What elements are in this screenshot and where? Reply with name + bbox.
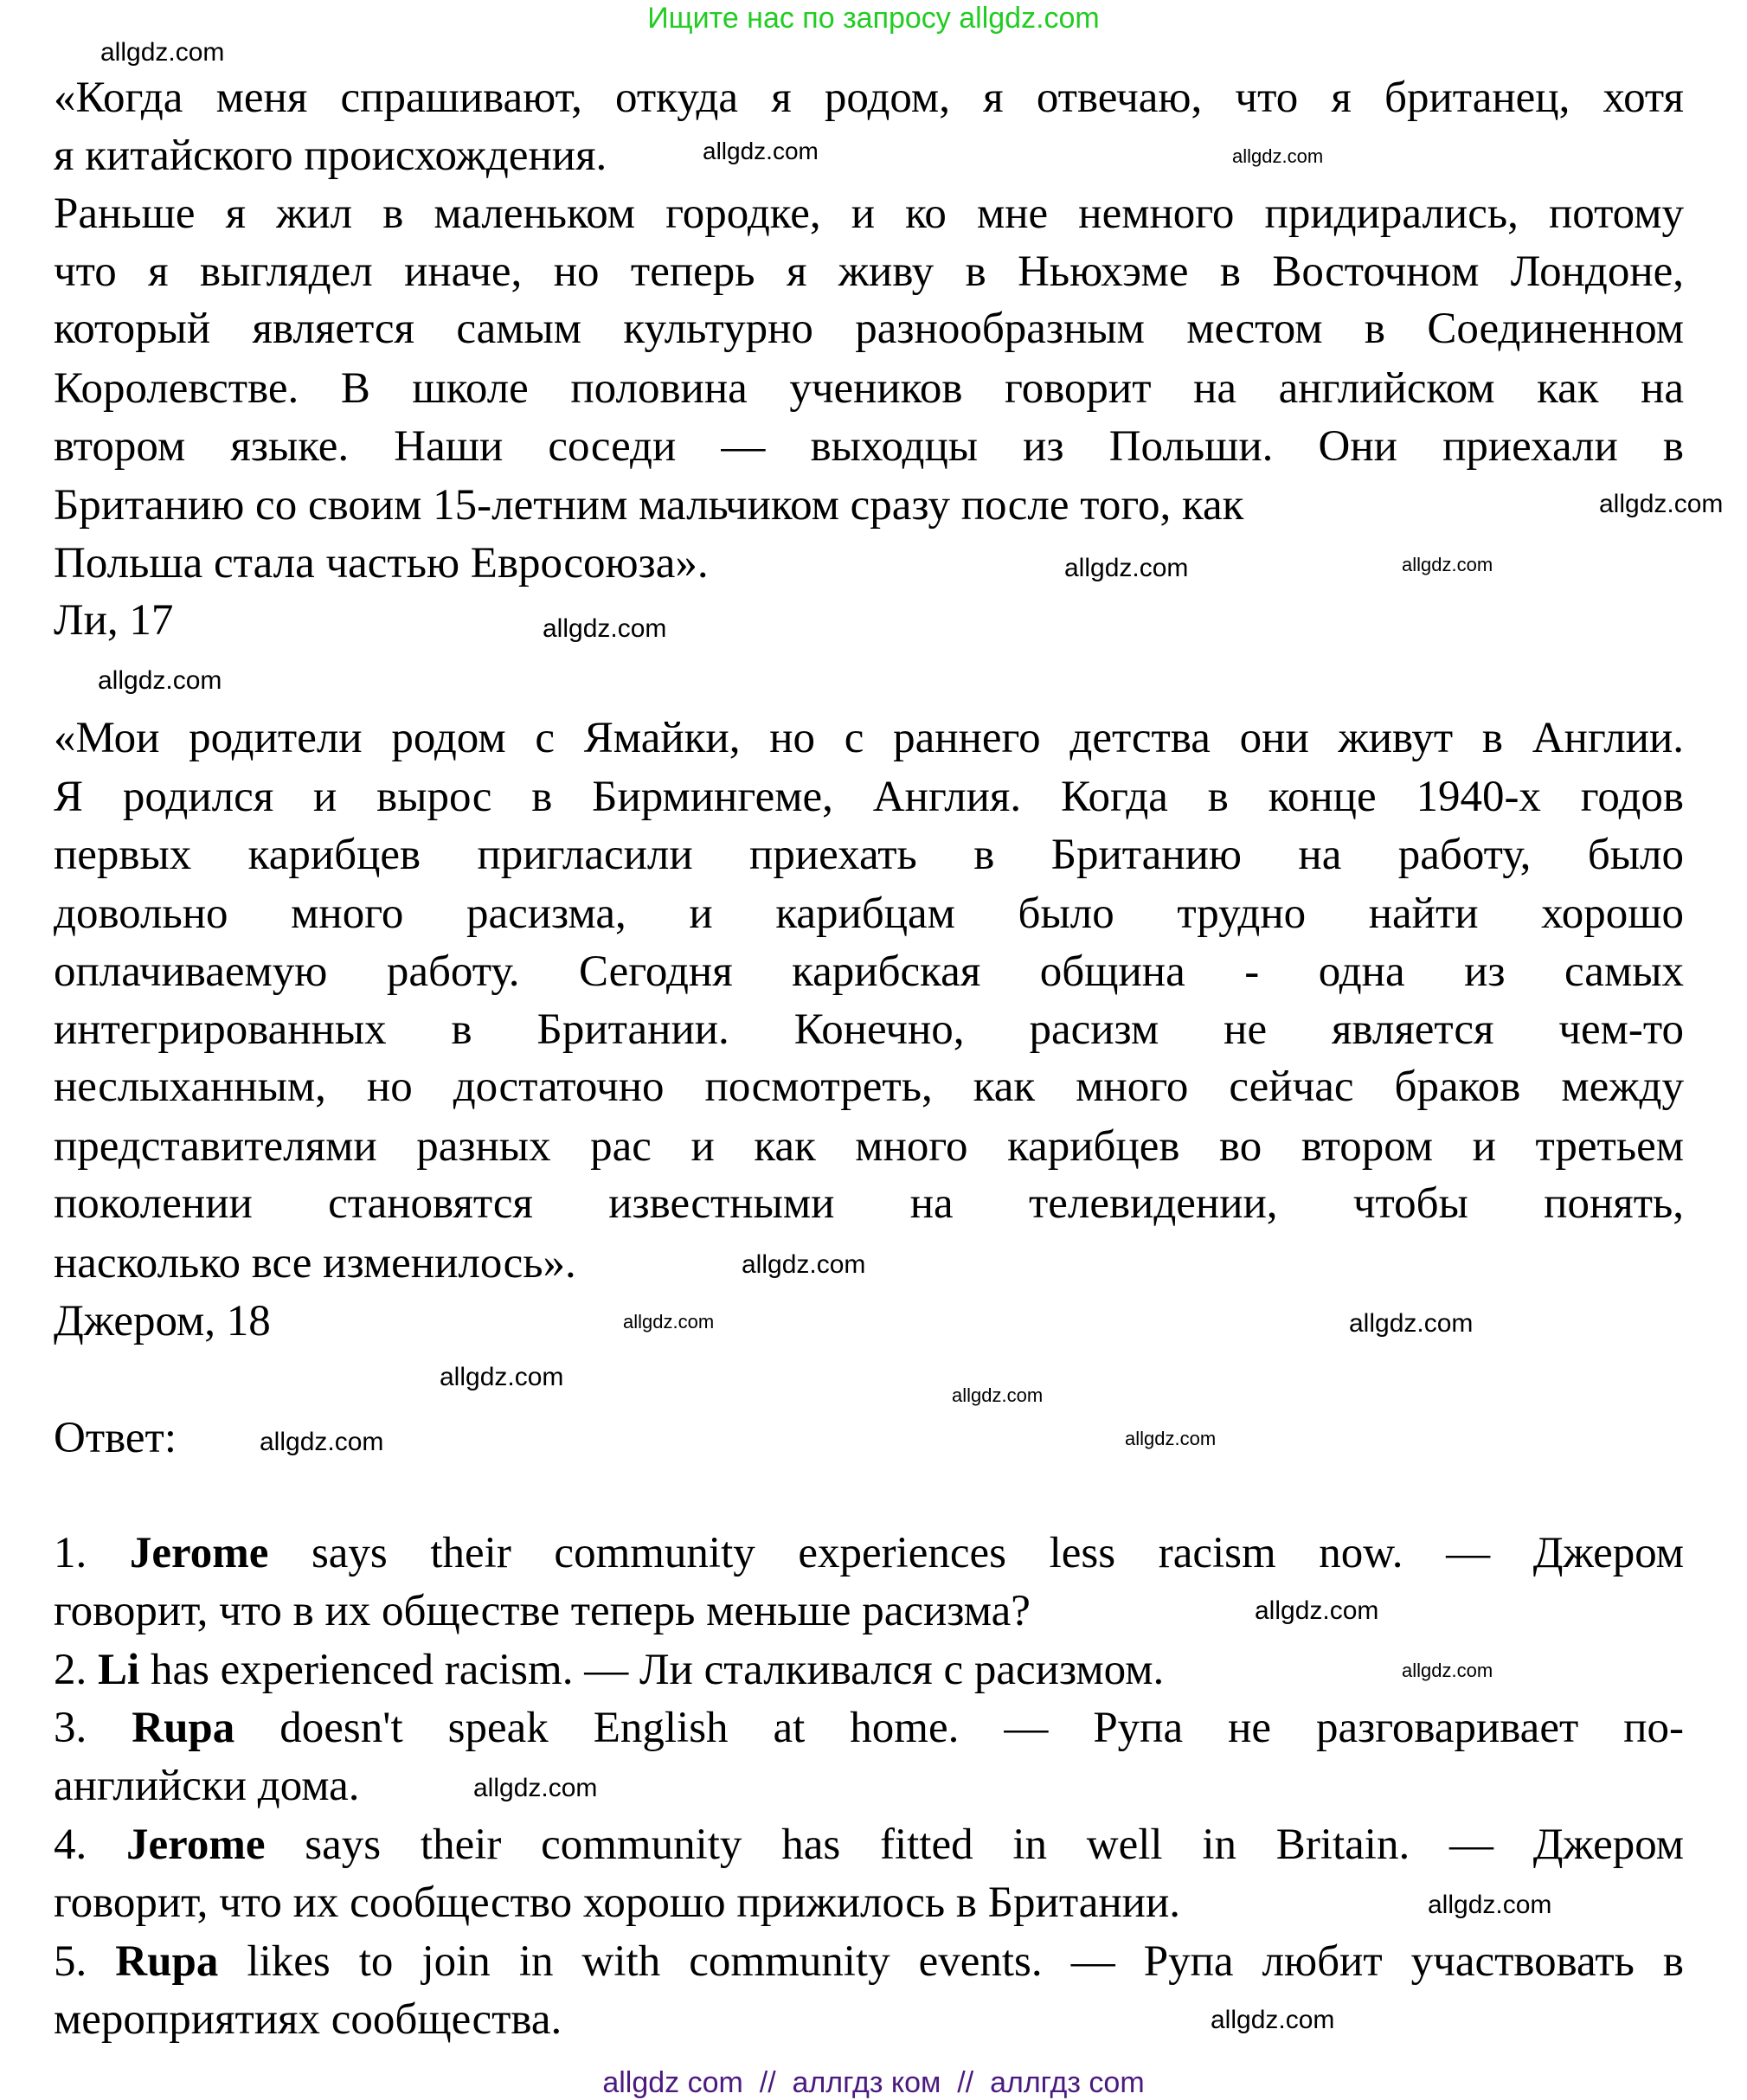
search-promo-header: Ищите нас по запросу allgdz.com (647, 2, 1100, 35)
li-text-line: Польша стала частью Евросоюза». (54, 539, 709, 588)
answer-name: Rupa (132, 1704, 235, 1752)
li-text-line: что я выглядел иначе, но теперь я живу в Ньюхэме в Восточном Лондоне, (54, 247, 1684, 296)
answer-continuation: английски дома. (54, 1762, 360, 1810)
jerome-text-line: первых карибцев пригласили приехать в Британию на работу, было (54, 831, 1684, 879)
answer-number: 3. (54, 1704, 87, 1752)
li-text-line: я китайского происхождения. (54, 132, 607, 180)
li-text-line: «Когда меня спрашивают, откуда я родом, я отвечаю, что я британец, хотя (54, 74, 1684, 122)
watermark: allgdz.com (1402, 554, 1493, 575)
jerome-text-line: представителями разных рас и как много карибцев во втором и третьем (54, 1122, 1684, 1171)
li-text-line: втором языке. Наши соседи — выходцы из Польши. Они приехали в (54, 422, 1684, 471)
watermark: allgdz.com (952, 1384, 1044, 1406)
jerome-text-line: оплачиваемую работу. Сегодня карибская община - одна из самых (54, 947, 1684, 996)
answer-number: 2. (54, 1646, 87, 1694)
jerome-text-line: довольно много расизма, и карибцам было трудно найти хорошо (54, 889, 1684, 938)
jerome-text-line: «Мои родители родом с Ямайки, но с раннего детства они живут в Англии. (54, 714, 1684, 762)
answer-text: has experienced racism. — Ли сталкивался с расизмом. (150, 1646, 1165, 1694)
answer-name: Li (98, 1646, 140, 1694)
answer-item (54, 1702, 1684, 1754)
li-text-line: Британию со своим 15-летним мальчиком сразу после того, как (54, 481, 1244, 530)
watermark: allgdz.com (543, 614, 667, 643)
watermark: allgdz.com (98, 666, 222, 695)
watermark: allgdz.com (1599, 490, 1724, 518)
jerome-signature: Джером, 18 (54, 1297, 271, 1345)
answer-item (54, 1936, 1684, 1988)
jerome-text-line: неслыханным, но достаточно посмотреть, как много сейчас браков между (54, 1063, 1684, 1111)
watermark: allgdz.com (440, 1363, 564, 1391)
answer-label: Ответ: (54, 1414, 177, 1462)
li-signature: Ли, 17 (54, 596, 174, 645)
watermark: allgdz.com (260, 1428, 384, 1456)
answer-number: 5. (54, 1937, 87, 1986)
answer-text: likes to join in with community events. — Рупа любит участвовать в (247, 1937, 1685, 1986)
watermark: allgdz.com (1349, 1309, 1474, 1338)
li-text-line: который является самым культурно разнообразным местом в Соединенном (54, 305, 1684, 353)
watermark: allgdz.com (473, 1774, 598, 1802)
watermark: allgdz.com (1402, 1660, 1493, 1681)
li-text-line: Раньше я жил в маленьком городке, и ко мне немного придирались, потому (54, 189, 1684, 238)
watermark: allgdz.com (1232, 145, 1324, 167)
watermark: allgdz.com (703, 138, 819, 164)
answer-name: Jerome (126, 1821, 266, 1869)
jerome-text-line: насколько все изменилось». (54, 1239, 576, 1288)
answer-text: doesn't speak English at home. — Рупа не разговаривает по- (279, 1704, 1684, 1752)
answer-text: says their community experiences less racism now. — Джером (311, 1529, 1685, 1577)
watermark: allgdz.com (1255, 1596, 1379, 1625)
watermark: allgdz.com (1125, 1428, 1217, 1449)
jerome-text-line: поколении становятся известными на телевидении, чтобы понять, (54, 1179, 1684, 1228)
jerome-text-line: интегрированных в Британии. Конечно, расизм не является чем-то (54, 1005, 1684, 1054)
answer-item (54, 1819, 1684, 1871)
jerome-text-line: Я родился и вырос в Бирмингеме, Англия. Когда в конце 1940-х годов (54, 773, 1684, 821)
answer-number: 4. (54, 1821, 87, 1869)
watermark: allgdz.com (623, 1311, 715, 1333)
li-text-line: Королевстве. В школе половина учеников говорит на английском как на (54, 364, 1684, 413)
site-footer: allgdz com // аллгдз ком // аллгдз com (602, 2066, 1145, 2099)
watermark: allgdz.com (742, 1250, 866, 1279)
watermark: allgdz.com (1211, 2006, 1335, 2034)
watermark: allgdz.com (1428, 1891, 1552, 1919)
answer-continuation: говорит, что в их обществе теперь меньше расизма? (54, 1587, 1031, 1635)
answer-item (54, 1527, 1684, 1579)
answer-name: Rupa (115, 1937, 219, 1986)
answer-number: 1. (54, 1529, 87, 1577)
answer-name: Jerome (129, 1529, 269, 1577)
watermark: allgdz.com (100, 38, 225, 67)
watermark: allgdz.com (1064, 554, 1189, 582)
answer-continuation: говорит, что их сообщество хорошо прижилось в Британии. (54, 1878, 1180, 1927)
answer-continuation: мероприятиях сообщества. (54, 1995, 562, 2044)
answer-text: says their community has fitted in well in Britain. — Джером (305, 1821, 1685, 1869)
